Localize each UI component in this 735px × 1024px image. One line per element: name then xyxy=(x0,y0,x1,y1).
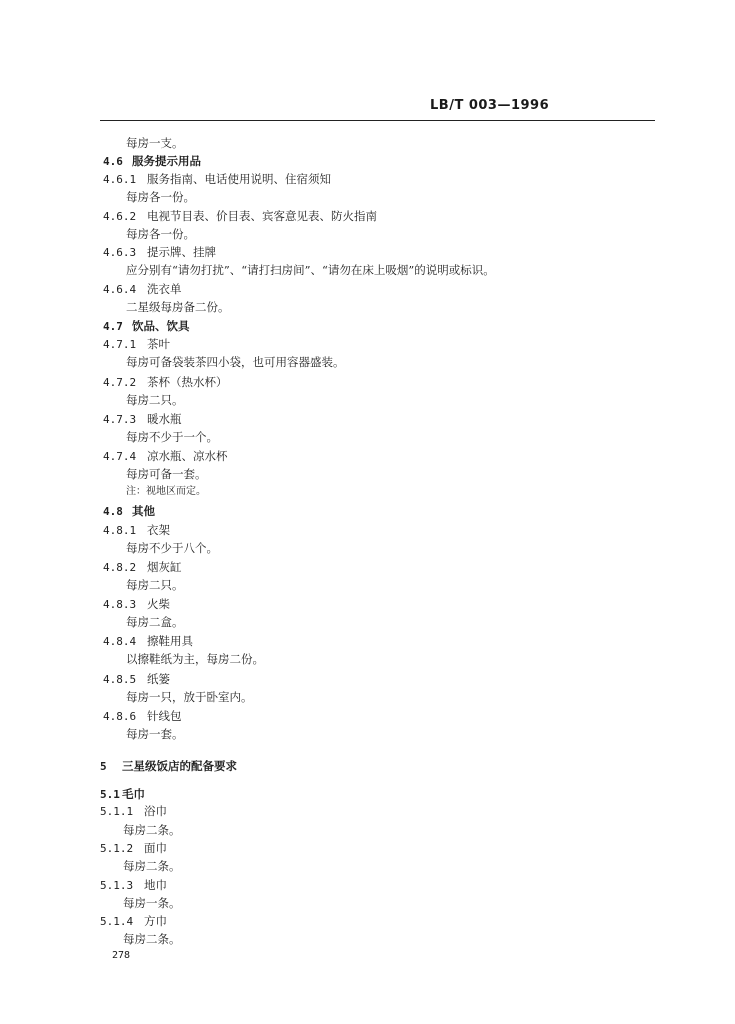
line-text: 每房可备一套。 xyxy=(126,467,207,481)
line-text: 每房各一份。 xyxy=(126,227,195,241)
body-line xyxy=(126,726,184,742)
clause-heading xyxy=(100,840,167,857)
clause-title: 火柴 xyxy=(147,597,170,611)
line-text: 以擦鞋纸为主，每房二份。 xyxy=(126,652,264,666)
body-line xyxy=(126,466,207,482)
line-text: 每房不少于一个。 xyxy=(126,430,218,444)
clause-title: 衣架 xyxy=(147,523,170,537)
clause-title: 面巾 xyxy=(144,841,167,855)
line-text: 每房二条。 xyxy=(123,823,181,837)
clause-heading xyxy=(100,913,167,930)
body-line xyxy=(126,540,218,556)
line-text: 每房二条。 xyxy=(123,932,181,946)
clause-number: 5.1.2 xyxy=(100,842,134,855)
clause-heading xyxy=(103,244,216,261)
section-heading xyxy=(100,786,145,803)
clause-title: 凉水瓶、凉水杯 xyxy=(147,449,228,463)
standard-number: LB/T 003—1996 xyxy=(430,98,550,113)
line-text: 每房二盒。 xyxy=(126,615,184,629)
body-line xyxy=(126,651,264,667)
clause-number: 4.6.4 xyxy=(103,283,137,296)
chapter-title: 三星级饭店的配备要求 xyxy=(122,759,237,773)
line-text: 每房二只。 xyxy=(126,393,184,407)
note-text: 注：视地区而定。 xyxy=(126,486,206,497)
page-number: 278 xyxy=(112,950,131,961)
clause-heading xyxy=(103,633,193,650)
clause-heading xyxy=(103,522,170,539)
clause-title: 暖水瓶 xyxy=(147,412,182,426)
section-title: 服务提示用品 xyxy=(132,154,201,168)
body-line xyxy=(126,135,184,151)
clause-heading xyxy=(103,671,170,688)
section-title: 毛巾 xyxy=(122,787,145,801)
note-line xyxy=(126,484,206,500)
section-title: 饮品、饮具 xyxy=(132,319,190,333)
clause-heading xyxy=(103,596,170,613)
clause-heading xyxy=(103,448,228,465)
clause-number: 4.6.3 xyxy=(103,246,137,259)
clause-heading xyxy=(103,336,170,353)
line-text: 每房不少于八个。 xyxy=(126,541,218,555)
section-title: 其他 xyxy=(132,504,155,518)
clause-title: 擦鞋用具 xyxy=(147,634,193,648)
clause-title: 纸篓 xyxy=(147,672,170,686)
line-text: 每房二只。 xyxy=(126,578,184,592)
clause-number: 4.7.4 xyxy=(103,450,137,463)
body-line xyxy=(126,262,495,278)
clause-heading xyxy=(103,411,182,428)
body-line xyxy=(126,614,184,630)
line-text: 每房可备袋装茶四小袋，也可用容器盛装。 xyxy=(126,355,345,369)
clause-heading xyxy=(103,208,377,225)
clause-number: 5.1.4 xyxy=(100,915,134,928)
clause-number: 5.1.1 xyxy=(100,805,134,818)
body-line xyxy=(123,822,181,838)
section-number: 5.1 xyxy=(100,788,120,801)
section-heading xyxy=(103,503,155,520)
body-line xyxy=(126,189,195,205)
clause-number: 4.8.1 xyxy=(103,524,137,537)
line-text: 每房一支。 xyxy=(126,136,184,150)
clause-title: 服务指南、电话使用说明、住宿须知 xyxy=(147,172,331,186)
line-text: 二星级每房备二份。 xyxy=(126,300,230,314)
section-heading xyxy=(103,318,190,335)
clause-number: 4.6.1 xyxy=(103,173,137,186)
clause-heading xyxy=(103,559,182,576)
clause-heading xyxy=(103,708,182,725)
body-line xyxy=(126,577,184,593)
clause-number: 4.6.2 xyxy=(103,210,137,223)
clause-title: 提示牌、挂牌 xyxy=(147,245,216,259)
section-number: 4.8 xyxy=(103,505,123,518)
section-heading xyxy=(103,153,201,170)
clause-number: 4.8.4 xyxy=(103,635,137,648)
line-text: 每房一套。 xyxy=(126,727,184,741)
clause-heading xyxy=(103,374,228,391)
clause-number: 4.8.3 xyxy=(103,598,137,611)
clause-title: 烟灰缸 xyxy=(147,560,182,574)
line-text: 每房各一份。 xyxy=(126,190,195,204)
line-text: 应分别有“请勿打扰”、“请打扫房间”、“请勿在床上吸烟”的说明或标识。 xyxy=(126,263,495,277)
clause-number: 4.7.1 xyxy=(103,338,137,351)
clause-title: 针线包 xyxy=(147,709,182,723)
page-header xyxy=(100,98,655,121)
body-line xyxy=(126,299,230,315)
chapter-number: 5 xyxy=(100,760,107,773)
clause-number: 5.1.3 xyxy=(100,879,134,892)
line-text: 每房一条。 xyxy=(123,896,181,910)
line-text: 每房一只，放于卧室内。 xyxy=(126,690,253,704)
clause-heading xyxy=(103,171,331,188)
clause-title: 茶杯（热水杯） xyxy=(147,375,228,389)
clause-number: 4.8.6 xyxy=(103,710,137,723)
clause-heading xyxy=(100,877,167,894)
chapter-heading xyxy=(100,758,237,775)
section-number: 4.7 xyxy=(103,320,123,333)
clause-number: 4.8.2 xyxy=(103,561,137,574)
clause-title: 地巾 xyxy=(144,878,167,892)
body-line xyxy=(123,931,181,947)
clause-title: 电视节目表、价目表、宾客意见表、防火指南 xyxy=(147,209,377,223)
body-line xyxy=(126,226,195,242)
clause-number: 4.8.5 xyxy=(103,673,137,686)
body-line xyxy=(126,354,345,370)
clause-number: 4.7.2 xyxy=(103,376,137,389)
body-line xyxy=(126,392,184,408)
clause-title: 方巾 xyxy=(144,914,167,928)
clause-heading xyxy=(100,803,167,820)
clause-heading xyxy=(103,281,182,298)
body-line xyxy=(126,689,253,705)
clause-title: 洗衣单 xyxy=(147,282,182,296)
body-line xyxy=(123,858,181,874)
clause-number: 4.7.3 xyxy=(103,413,137,426)
body-line xyxy=(123,895,181,911)
line-text: 每房二条。 xyxy=(123,859,181,873)
section-number: 4.6 xyxy=(103,155,123,168)
clause-title: 浴巾 xyxy=(144,804,167,818)
body-line xyxy=(126,429,218,445)
clause-title: 茶叶 xyxy=(147,337,170,351)
